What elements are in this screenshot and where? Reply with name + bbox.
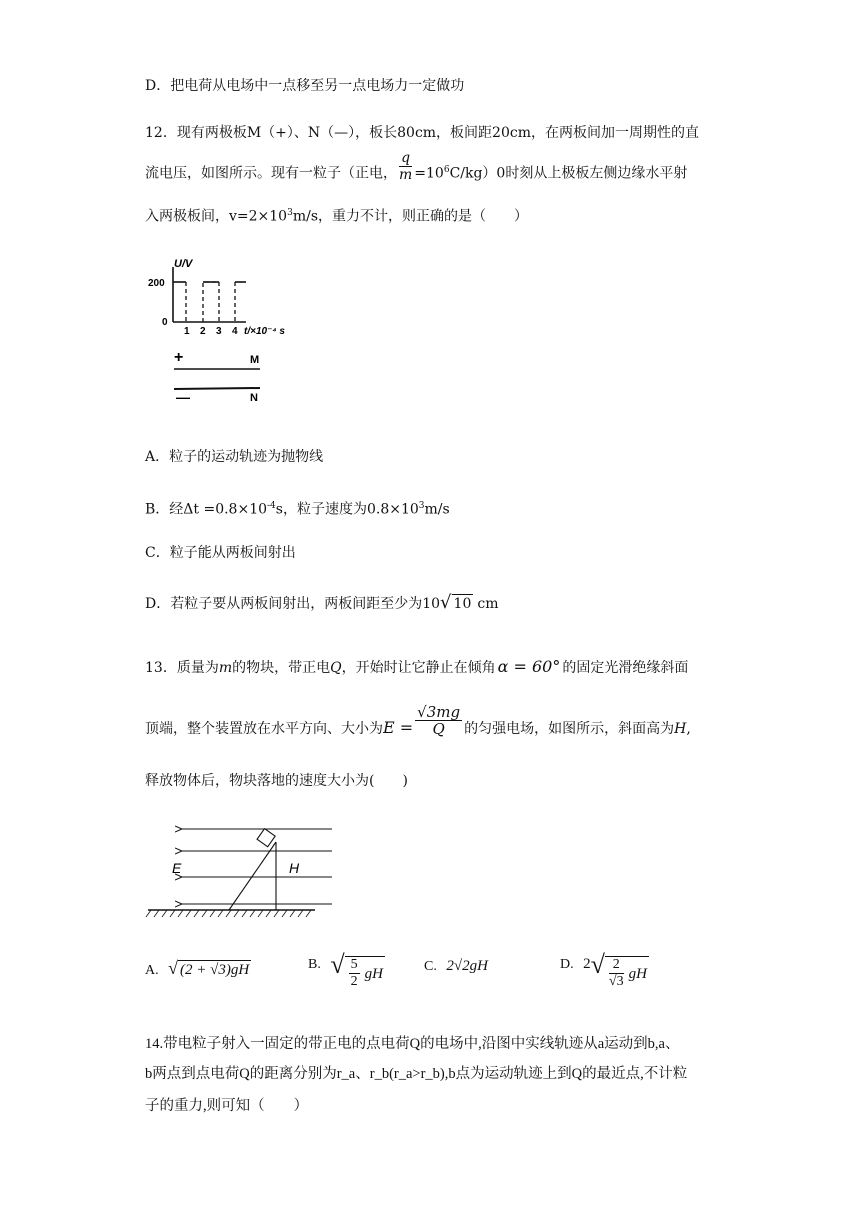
pulse-2-edges [203,282,219,322]
q12-option-c: C．粒子能从两板间射出 [145,545,296,561]
q13-option-d-tail: gH [628,965,647,982]
q13-option-b [308,950,385,990]
incline-surface [229,842,276,910]
q12-option-d-unit: cm [477,596,499,612]
q13-option-c-label: C. [424,959,437,974]
q13-option-a [145,958,251,979]
q12-stem-line3-a: 入两极板间，v=2×10 [145,208,288,225]
xtick-1: 1 [184,326,190,337]
q13-angle: α = 60° [497,657,561,676]
q12-stem-line3-b: m/s，重力不计，则正确的是（ ） [292,208,529,225]
q12-option-b-a: B．经Δt =0.8×10 [145,501,268,518]
q14-stem-line3: 子的重力,则可知（ ） [145,1098,309,1114]
q11-option-d: D．把电荷从电场中一点移至另一点电场力一定做功 [145,78,465,94]
q13-option-d-coef: 2 [583,956,591,973]
q13-option-b-den: 2 [350,974,358,990]
q12-exp: 6 [443,165,450,175]
block [257,829,275,847]
q12-stem-line2 [145,150,688,184]
q13-stem-2b: 的匀强电场，如图所示，斜面高为 [464,721,675,737]
q12-option-b-exp2: 3 [418,501,425,511]
q12-charge-mass-fraction [399,150,412,183]
q14-stem-line1: 14.带电粒子射入一固定的带正电的点电荷Q的电场中,沿图中实线轨迹从a运动到b,a、 [145,1036,680,1052]
xtick-3: 3 [216,326,222,337]
sqrt-sign: √ [330,950,345,979]
q12-stem-line1: 12．现有两极板M（+）、N（—），板长80cm，板间距20cm，在两板间加一周期性的直 [145,125,699,141]
q13-option-b-fraction [349,957,360,990]
plate-m-sign: + [174,349,184,366]
q13-stem-2a: 顶端，整个装置放在水平方向、大小为 [145,721,383,737]
y-value-200: 200 [148,278,165,289]
q13-option-b-label: B. [308,957,321,973]
q13-option-b-tail: gH [364,965,383,982]
q12-option-b-b: s，粒子速度为0.8×10 [275,501,419,518]
q13-option-a-label: A. [145,963,159,978]
q12-voltage-figure [148,252,300,407]
q12-option-a: A．粒子的运动轨迹为抛物线 [145,449,324,465]
q12-stem-line2-c: C/kg）0时刻从上极板左侧边缘水平射 [449,165,688,182]
fraction-denominator: m [399,167,413,184]
q13-option-d-num: 2 [609,957,624,974]
q13-option-a-expr: (2 + √3)gH [180,962,250,978]
sqrt-sign: √ [440,592,452,613]
q13-option-d-fraction [609,957,624,990]
q12-option-d [145,593,498,614]
q12-option-d-radicand: 10 [453,596,472,612]
q13-stem-1c: ，开始时让它静止在倾角 [341,660,496,676]
q12-option-b-c: m/s [424,501,450,518]
q13-mass-symbol: m [218,660,233,676]
plate-m-label: M [250,354,260,366]
sqrt-sign: √ [168,958,179,978]
q13-option-c [424,958,488,975]
q13-option-d [560,950,649,990]
xtick-2: 2 [200,326,206,337]
q13-stem-1a: 13．质量为 [145,660,219,676]
plate-n-label: N [250,392,258,404]
q13-stem-1b: 的物块，带正电 [232,660,331,676]
height-label: H [289,860,300,876]
sqrt-sign: √ [590,950,605,979]
q13-incline-figure [145,818,335,920]
q13-option-d-label: D. [560,957,574,973]
plate-n-sign: — [176,389,190,405]
q12-speed-exp: 3 [287,208,293,218]
q13-field-denominator: Q [432,719,445,738]
origin-label: 0 [162,317,168,328]
q13-option-d-radicand [605,956,649,990]
q13-stem-2c: , [686,721,691,737]
q13-stem-line3: 释放物体后，物块落地的速度大小为( ) [145,773,408,789]
ground-hatching [146,910,311,917]
q13-stem-1d: 的固定光滑绝缘斜面 [562,660,689,676]
q12-option-b [145,496,450,520]
xtick-4: 4 [232,326,238,337]
q13-stem-line1 [145,657,688,678]
q13-charge-symbol: Q [330,660,342,676]
field-label: E [172,860,182,876]
q13-field-fraction [415,704,462,737]
q13-field-numerator: √3mg [417,702,461,721]
q13-option-d-den: √3 [608,974,624,990]
q14-stem-line2: b两点到点电荷Q的距离分别为r_a、r_b(r_a>r_b),b点为运动轨迹上到Q的最近点,不计粒 [145,1066,688,1082]
ylabel: U/V [174,258,193,270]
q12-stem-line2-b: =10 [414,165,444,182]
q12-stem-line3 [145,203,528,227]
fraction-numerator: q [399,150,412,167]
q13-stem-line2 [145,702,691,739]
q12-option-d-a: D．若粒子要从两板间射出，两板间距至少为10 [145,596,441,612]
xlabel: t/×10⁻⁴ s [244,326,285,337]
q13-height-symbol: H [674,721,687,737]
q13-field-symbol: E = [383,718,414,737]
q13-option-b-num: 5 [350,957,358,973]
q13-option-c-expr: 2√2gH [446,958,488,974]
q13-option-b-radicand [345,956,385,990]
q12-stem-line2-a: 流电压，如图所示。现有一粒子（正电， [145,165,397,182]
q12-option-b-exp1: -4 [267,501,276,511]
